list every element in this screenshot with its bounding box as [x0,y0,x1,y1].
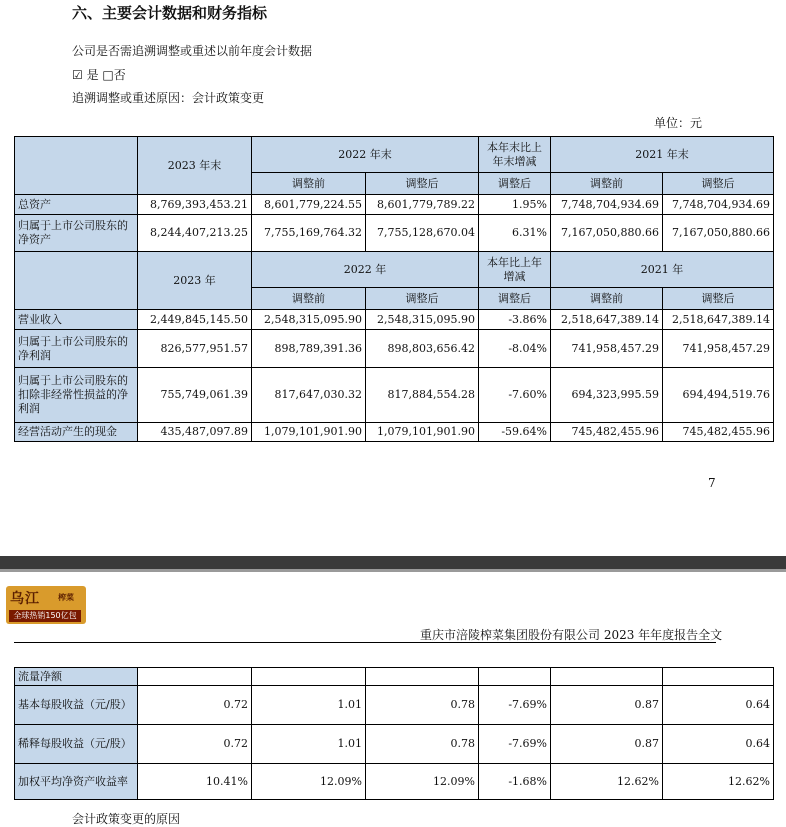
value-cell: 0.64 [663,725,774,764]
header-2022-end: 2022 年末 [252,137,479,173]
value-cell: 7,167,050,880.66 [551,215,663,252]
row-label: 归属于上市公司股东的净资产 [15,215,138,252]
value-cell: 1.01 [252,686,366,725]
table-row [15,764,774,800]
header-2021-end: 2021 年末 [551,137,774,173]
value-cell: 8,601,779,789.22 [366,195,479,215]
value-cell [138,668,252,686]
table-row [15,195,774,215]
value-cell: 0.64 [663,686,774,725]
header-before: 调整前 [551,173,663,195]
row-label: 经营活动产生的现金 [15,423,138,442]
value-cell: -8.04% [479,330,551,368]
value-cell: 0.72 [138,686,252,725]
logo-product-text: 榨菜 [58,593,74,602]
header-2022: 2022 年 [252,252,479,288]
value-cell: 10.41% [138,764,252,800]
value-cell: 12.62% [551,764,663,800]
value-cell: -7.60% [479,368,551,423]
table-row [15,330,774,368]
value-cell: 7,748,704,934.69 [663,195,774,215]
header-before: 调整前 [551,288,663,310]
page-number: 7 [708,476,716,490]
value-cell: 0.72 [138,725,252,764]
header-after: 调整后 [663,173,774,195]
logo-tagline: 全球热销150亿包 [9,610,81,622]
value-cell: -7.69% [479,686,551,725]
value-cell: 0.87 [551,725,663,764]
value-cell: 898,789,391.36 [252,330,366,368]
table-row [15,215,774,252]
value-cell [252,668,366,686]
row-label: 归属于上市公司股东的净利润 [15,330,138,368]
per-share-table [14,667,774,800]
value-cell [479,668,551,686]
value-cell: 1.01 [252,725,366,764]
value-cell: 8,244,407,213.25 [138,215,252,252]
restatement-choice: ☑ 是 □否 [72,68,126,82]
header-after: 调整后 [366,173,479,195]
section-title: 六、主要会计数据和财务指标 [72,4,268,22]
cut-off-text: 会计政策变更的原因 [72,812,181,826]
row-label: 总资产 [15,195,138,215]
value-cell: 8,769,393,453.21 [138,195,252,215]
header-2023-end: 2023 年末 [138,137,252,195]
value-cell: -3.86% [479,310,551,330]
table-row [15,368,774,423]
value-cell: 6.31% [479,215,551,252]
company-logo [6,586,86,624]
value-cell: 741,958,457.29 [551,330,663,368]
table-row [15,686,774,725]
page-divider-shadow [0,569,786,572]
value-cell: 0.78 [366,725,479,764]
value-cell: 694,494,519.76 [663,368,774,423]
row-label [15,686,138,725]
value-cell: 745,482,455.96 [551,423,663,442]
value-cell [551,668,663,686]
header-after: 调整后 [479,173,551,195]
header-change: 本年比上年增减 [479,252,551,288]
row-label [15,764,138,800]
header-after: 调整后 [663,288,774,310]
restatement-question: 公司是否需追溯调整或重述以前年度会计数据 [72,44,313,58]
header-before: 调整前 [252,173,366,195]
value-cell: 1.95% [479,195,551,215]
value-cell: 2,518,647,389.14 [551,310,663,330]
row-label: 流量净额 [15,668,138,686]
value-cell: 0.78 [366,686,479,725]
value-cell: -59.64% [479,423,551,442]
header-rule [14,642,716,643]
value-cell: 7,755,128,670.04 [366,215,479,252]
header-change-end: 本年末比上年末增减 [479,137,551,173]
header-after: 调整后 [366,288,479,310]
header-before: 调整前 [252,288,366,310]
page-divider [0,556,786,569]
financial-data-table [14,136,774,442]
row-label [15,725,138,764]
row-label-text: 基本每股收益（元/股） [18,698,132,711]
table-row [15,725,774,764]
value-cell: 1,079,101,901.90 [252,423,366,442]
value-cell: 2,449,845,145.50 [138,310,252,330]
value-cell: 755,749,061.39 [138,368,252,423]
unit-label: 单位：元 [654,116,703,130]
header-blank [15,137,138,195]
value-cell: 2,548,315,095.90 [252,310,366,330]
header-2021: 2021 年 [551,252,774,288]
value-cell: 694,323,995.59 [551,368,663,423]
table-row [15,310,774,330]
value-cell: 0.87 [551,686,663,725]
value-cell: 8,601,779,224.55 [252,195,366,215]
value-cell: 7,167,050,880.66 [663,215,774,252]
value-cell: 745,482,455.96 [663,423,774,442]
value-cell: 817,884,554.28 [366,368,479,423]
table-row [15,423,774,442]
value-cell: 12.09% [252,764,366,800]
value-cell: 898,803,656.42 [366,330,479,368]
row-label-text: 稀释每股收益（元/股） [18,737,132,750]
value-cell: 817,647,030.32 [252,368,366,423]
header-2023: 2023 年 [138,252,252,310]
value-cell: 435,487,097.89 [138,423,252,442]
logo-brand-text: 乌江 [10,591,40,607]
row-label: 营业收入 [15,310,138,330]
row-label: 归属于上市公司股东的扣除非经常性损益的净利润 [15,368,138,423]
value-cell: 2,518,647,389.14 [663,310,774,330]
value-cell [366,668,479,686]
row-label-text: 加权平均净资产收益率 [18,774,128,788]
report-header: 重庆市涪陵榨菜集团股份有限公司 2023 年年度报告全文 [420,628,723,642]
header-blank [15,252,138,310]
value-cell: -7.69% [479,725,551,764]
restatement-reason: 追溯调整或重述原因：会计政策变更 [72,91,265,105]
value-cell: 12.62% [663,764,774,800]
value-cell: 826,577,951.57 [138,330,252,368]
value-cell: 1,079,101,901.90 [366,423,479,442]
value-cell: 741,958,457.29 [663,330,774,368]
value-cell [663,668,774,686]
value-cell: 12.09% [366,764,479,800]
header-after: 调整后 [479,288,551,310]
table-row [15,668,774,686]
value-cell: -1.68% [479,764,551,800]
value-cell: 2,548,315,095.90 [366,310,479,330]
value-cell: 7,748,704,934.69 [551,195,663,215]
value-cell: 7,755,169,764.32 [252,215,366,252]
